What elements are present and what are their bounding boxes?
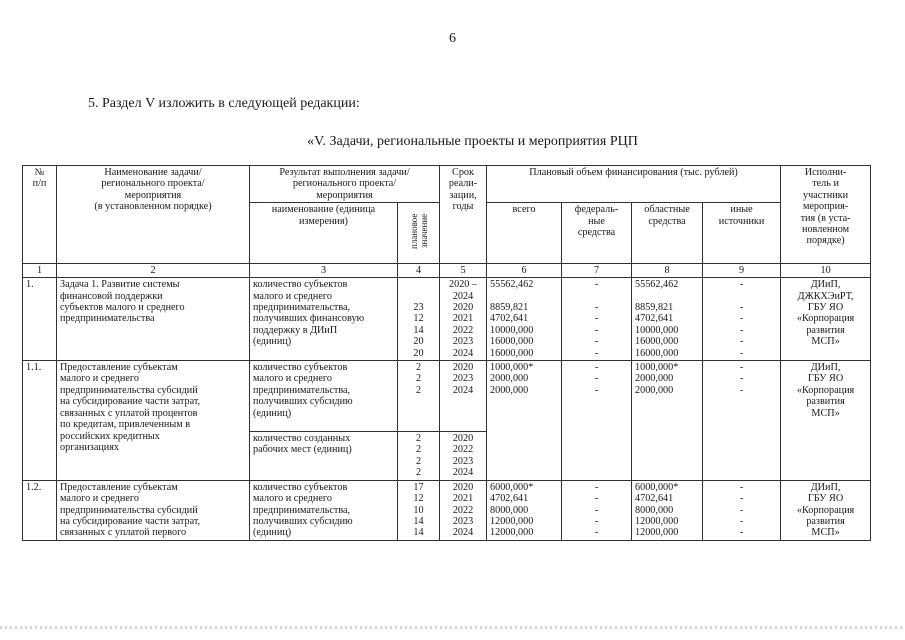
row-result: количество субъектов малого и среднего предпринимательства, получивших финансовую поддержку в ДИиП (единиц) xyxy=(250,278,398,361)
header-executor: Исполни- тель и участники мероприя- тия (в уста- новленном порядке) xyxy=(781,166,871,264)
row-years: 2020 2021 2022 2023 2024 xyxy=(440,480,487,540)
row-executor: ДИиП, ГБУ ЯО «Корпорация развития МСП» xyxy=(781,361,871,481)
row-plan-values: 2 2 2 xyxy=(398,361,440,432)
col-number: 5 xyxy=(440,264,487,278)
row-years: 2020 2023 2024 xyxy=(440,361,487,432)
row-fin-federal: - - - - - - xyxy=(562,278,632,361)
row-result: количество субъектов малого и среднего предпринимательства, получивших субсидию (единиц) xyxy=(250,361,398,432)
table-row xyxy=(23,278,871,361)
row-fin-regional: 1000,000* 2000,000 2000,000 xyxy=(632,361,703,481)
table-row xyxy=(23,361,871,432)
page-number: 6 xyxy=(449,31,456,46)
row-name: Предоставление субъектам малого и среднего предпринимательства субсидий на субсидирование части затрат, связанных с уплатой первого xyxy=(57,480,250,540)
header-fin-other: иные источники xyxy=(703,203,781,264)
row-fin-total: 55562,462 8859,821 4702,641 10000,000 16000,000 16000,000 xyxy=(487,278,562,361)
row-years: 2020 2022 2023 2024 xyxy=(440,432,487,481)
row-number: 1. xyxy=(23,278,57,361)
row-fin-federal: - - - - - xyxy=(562,480,632,540)
row-fin-total: 6000,000* 4702,641 8000,000 12000,000 12000,000 xyxy=(487,480,562,540)
header-fin-total: всего xyxy=(487,203,562,264)
header-num: № п/п xyxy=(23,166,57,264)
header-fin-regional: областные средства xyxy=(632,203,703,264)
row-number: 1.2. xyxy=(23,480,57,540)
col-number: 3 xyxy=(250,264,398,278)
row-executor: ДИиП, ДЖКХЭиРТ, ГБУ ЯО «Корпорация развития МСП» xyxy=(781,278,871,361)
row-fin-federal: - - - xyxy=(562,361,632,481)
intro-text: 5. Раздел V изложить в следующей редакции: xyxy=(88,96,360,111)
row-name: Предоставление субъектам малого и среднего предпринимательства субсидий на субсидирование части затрат, связанных с уплатой процентов по кредитам, привлеченным в российских кредитных организациях xyxy=(57,361,250,481)
row-plan-values: 2 2 2 2 xyxy=(398,432,440,481)
col-number: 2 xyxy=(57,264,250,278)
row-years: 2020 – 2024 2020 2021 2022 2023 2024 xyxy=(440,278,487,361)
row-fin-total: 1000,000* 2000,000 2000,000 xyxy=(487,361,562,481)
col-number: 1 xyxy=(23,264,57,278)
row-name: Задача 1. Развитие системы финансовой поддержки субъектов малого и среднего предпринимательства xyxy=(57,278,250,361)
row-plan-values: 23 12 14 20 20 xyxy=(398,278,440,361)
row-plan-values: 17 12 10 14 14 xyxy=(398,480,440,540)
row-fin-other: - - - - - xyxy=(703,480,781,540)
row-fin-regional: 6000,000* 4702,641 8000,000 12000,000 12000,000 xyxy=(632,480,703,540)
column-numbers-row xyxy=(23,264,871,278)
col-number: 8 xyxy=(632,264,703,278)
row-fin-regional: 55562,462 8859,821 4702,641 10000,000 16000,000 16000,000 xyxy=(632,278,703,361)
table-row xyxy=(23,480,871,540)
header-result-group: Результат выполнения задачи/ регионального проекта/ мероприятия xyxy=(250,166,440,203)
header-result-name: наименование (единица измерения) xyxy=(250,203,398,264)
scan-edge-artifact xyxy=(0,626,905,629)
row-result: количество субъектов малого и среднего предпринимательства, получивших субсидию (единиц) xyxy=(250,480,398,540)
header-plan-value: плановое значение xyxy=(398,203,440,264)
header-fin-federal: федераль- ные средства xyxy=(562,203,632,264)
row-number: 1.1. xyxy=(23,361,57,481)
col-number: 7 xyxy=(562,264,632,278)
col-number: 6 xyxy=(487,264,562,278)
section-title: «V. Задачи, региональные проекты и мероприятия РЦП xyxy=(307,134,638,149)
col-number: 10 xyxy=(781,264,871,278)
header-years: Срок реали- зации, годы xyxy=(440,166,487,264)
row-fin-other: - - - - - - xyxy=(703,278,781,361)
header-row-1 xyxy=(23,166,871,203)
header-name: Наименование задачи/ регионального проекта/ мероприятия (в установленном порядке) xyxy=(57,166,250,264)
row-fin-other: - - - xyxy=(703,361,781,481)
row-result: количество созданных рабочих мест (единиц) xyxy=(250,432,398,481)
col-number: 4 xyxy=(398,264,440,278)
header-financing-group: Плановый объем финансирования (тыс. рублей) xyxy=(487,166,781,203)
measures-table xyxy=(22,165,871,541)
row-executor: ДИиП, ГБУ ЯО «Корпорация развития МСП» xyxy=(781,480,871,540)
col-number: 9 xyxy=(703,264,781,278)
